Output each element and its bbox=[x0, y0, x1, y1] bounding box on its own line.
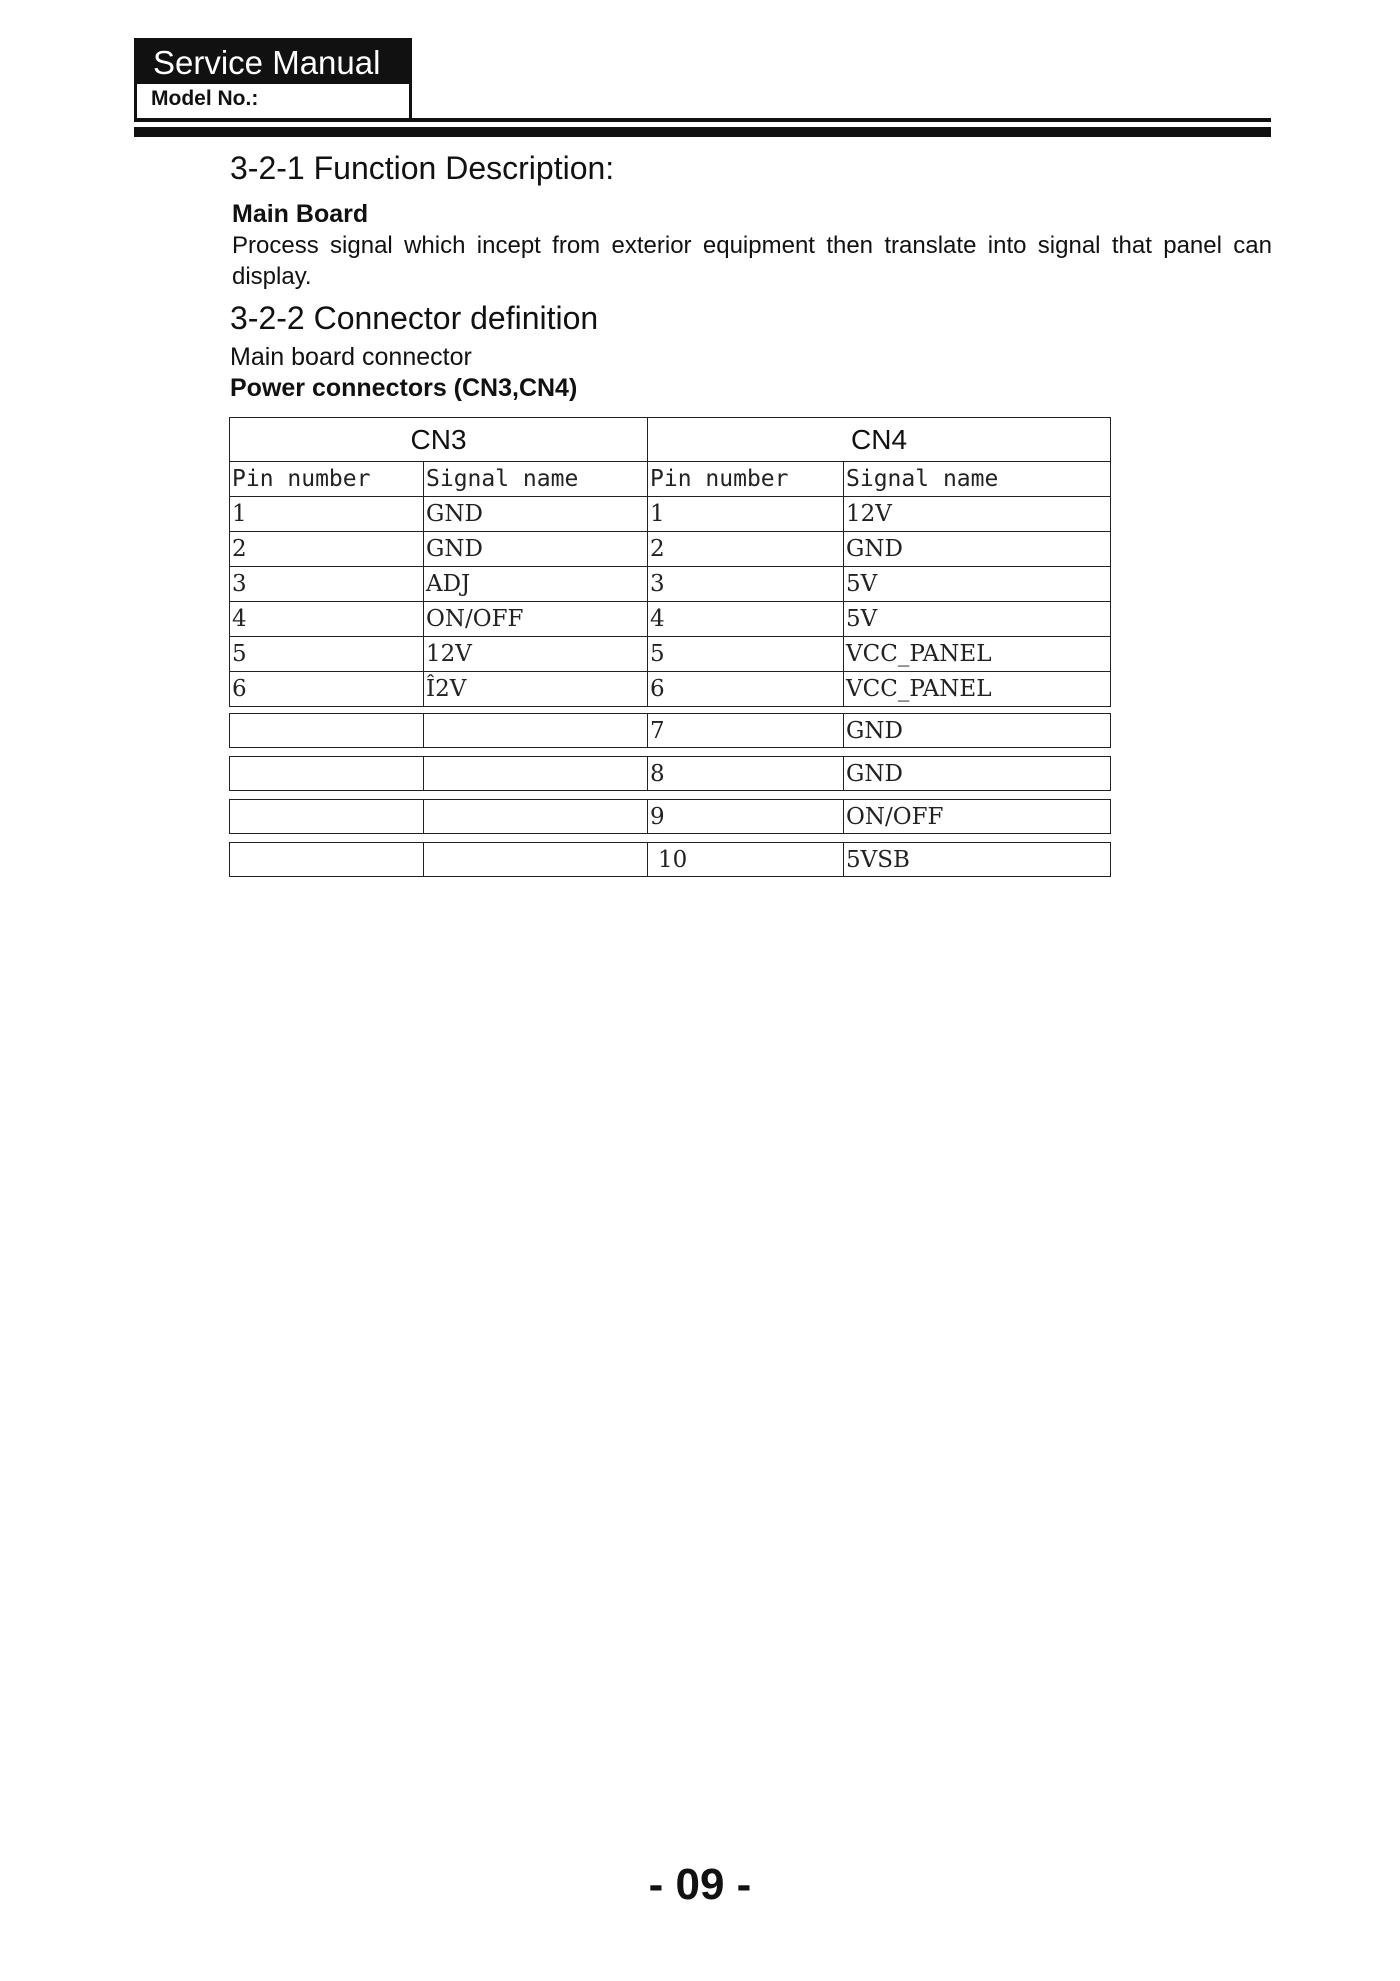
cn4-pin: 2 bbox=[648, 532, 844, 567]
cn4-pin: 6 bbox=[648, 672, 844, 707]
cn4-pin: 7 bbox=[648, 714, 844, 748]
service-manual-title: Service Manual bbox=[137, 41, 409, 84]
cn4-pin: 1 bbox=[648, 497, 844, 532]
cn4-signal: GND bbox=[844, 757, 1111, 791]
table-row bbox=[229, 799, 1111, 834]
cn3-signal: GND bbox=[424, 497, 648, 532]
table-row bbox=[229, 713, 1111, 748]
cn4-signal: 5V bbox=[844, 602, 1111, 637]
function-description-paragraph: Process signal which incept from exterior equipment then translate into signal that panel can display. bbox=[232, 232, 1272, 290]
cn4-signal: 5V bbox=[844, 567, 1111, 602]
table-row bbox=[230, 602, 1111, 637]
table-row bbox=[229, 842, 1111, 877]
empty-cell bbox=[424, 757, 648, 791]
model-number-label: Model No.: bbox=[151, 87, 259, 110]
cn3-signal: ADJ bbox=[424, 567, 648, 602]
empty-cell bbox=[230, 714, 424, 748]
cn3-pin: 5 bbox=[230, 637, 424, 672]
table-row bbox=[230, 532, 1111, 567]
header-rule-thick bbox=[134, 127, 1271, 137]
cn3-pin: 3 bbox=[230, 567, 424, 602]
cn4-signal: 12V bbox=[844, 497, 1111, 532]
cn4-pin: 4 bbox=[648, 602, 844, 637]
empty-cell bbox=[424, 843, 648, 877]
table-row bbox=[230, 497, 1111, 532]
empty-cell bbox=[424, 800, 648, 834]
main-board-subheading: Main Board bbox=[232, 200, 369, 228]
cn3-signal: 12V bbox=[424, 637, 648, 672]
connector-definition-heading: 3-2-2 Connector definition bbox=[230, 300, 599, 336]
cn4-signal: ON/OFF bbox=[844, 800, 1111, 834]
empty-cell bbox=[230, 757, 424, 791]
cn4-pin: 3 bbox=[648, 567, 844, 602]
cn3-signal: Î2V bbox=[424, 672, 648, 707]
cn3-pin-number-header: Pin number bbox=[230, 462, 424, 497]
power-connectors-label: Power connectors (CN3,CN4) bbox=[230, 374, 578, 402]
main-board-connector-label: Main board connector bbox=[230, 343, 472, 371]
cn4-pin-number-header: Pin number bbox=[648, 462, 844, 497]
cn4-signal-name-header: Signal name bbox=[844, 462, 1111, 497]
cn4-signal: VCC_PANEL bbox=[844, 637, 1111, 672]
cn4-signal: GND bbox=[844, 714, 1111, 748]
power-connector-table bbox=[229, 417, 1111, 707]
table-row bbox=[230, 637, 1111, 672]
cn4-pin: 5 bbox=[648, 637, 844, 672]
cn4-pin: 10 bbox=[648, 843, 844, 877]
cn3-signal: GND bbox=[424, 532, 648, 567]
table-row bbox=[230, 672, 1111, 707]
cn3-pin: 6 bbox=[230, 672, 424, 707]
cn4-signal: VCC_PANEL bbox=[844, 672, 1111, 707]
cn3-signal-name-header: Signal name bbox=[424, 462, 648, 497]
cn3-pin: 2 bbox=[230, 532, 424, 567]
page-number: - 09 - bbox=[648, 1860, 752, 1909]
cn3-pin: 1 bbox=[230, 497, 424, 532]
cn3-group-header: CN3 bbox=[230, 418, 648, 462]
cn4-pin: 8 bbox=[648, 757, 844, 791]
cn4-group-header: CN4 bbox=[648, 418, 1111, 462]
function-description-heading: 3-2-1 Function Description: bbox=[230, 150, 615, 186]
cn3-pin: 4 bbox=[230, 602, 424, 637]
empty-cell bbox=[230, 800, 424, 834]
header-rule-thin bbox=[134, 118, 1271, 122]
cn4-signal: 5VSB bbox=[844, 843, 1111, 877]
empty-cell bbox=[424, 714, 648, 748]
table-row bbox=[229, 756, 1111, 791]
cn3-signal: ON/OFF bbox=[424, 602, 648, 637]
empty-cell bbox=[230, 843, 424, 877]
cn4-signal: GND bbox=[844, 532, 1111, 567]
header-box bbox=[134, 38, 412, 122]
cn4-pin: 9 bbox=[648, 800, 844, 834]
table-row bbox=[230, 567, 1111, 602]
